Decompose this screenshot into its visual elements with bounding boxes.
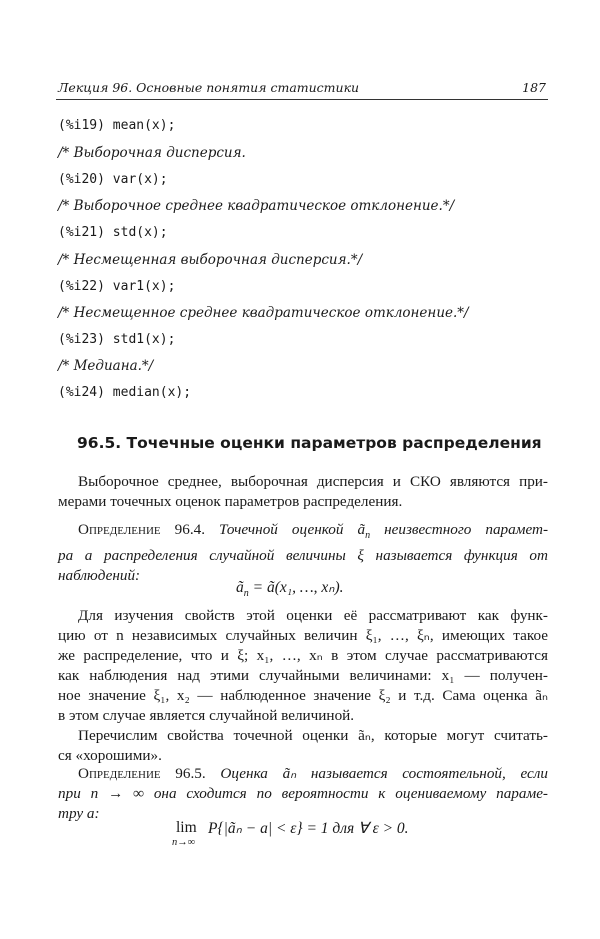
page-number: 187 xyxy=(522,80,546,95)
estimator-formula xyxy=(236,578,344,599)
definition-text: ра a распределения случайной величины ξ называется функция от xyxy=(58,547,548,565)
text-line: Выборочное среднее, выборочная дисперсия и СКО являются при- xyxy=(78,473,548,490)
running-head xyxy=(58,80,546,98)
text-line: ся «хорошими». xyxy=(58,747,162,764)
formula-left: ã xyxy=(236,579,244,596)
code-comment: /* Несмещенная выборочная дисперсия.*/ xyxy=(58,252,363,268)
definition-text: тру a: xyxy=(58,805,100,822)
paragraph-intro xyxy=(58,472,548,512)
section-title: 96.5. Точечные оценки параметров распределения xyxy=(77,434,542,452)
code-comment: /* Несмещенное среднее квадратическое отклонение.*/ xyxy=(58,305,469,321)
code-line: (%i21) std(x); xyxy=(58,225,168,240)
formula-right: = ã(x₁, …, xₙ). xyxy=(248,579,344,596)
lim-expression: P{|ãₙ − a| < ε} = 1 для ∀ ε > 0. xyxy=(208,820,409,837)
lim-subscript: n→∞ xyxy=(172,837,196,848)
text-line: Для изучения свойств этой оценки её рассматривают как функ- xyxy=(78,607,548,624)
definition-term: Точечной оценкой xyxy=(219,521,344,538)
text-line: как наблюдения над этими случайными величинами: x₁ — получен- xyxy=(58,667,548,684)
formula-subscript: n xyxy=(243,588,249,600)
code-line: (%i22) var1(x); xyxy=(58,279,176,294)
code-line: (%i24) median(x); xyxy=(58,385,192,400)
lim-operator: lim xyxy=(176,819,197,836)
text-line: в этом случае является случайной величиной. xyxy=(58,707,355,724)
code-line: (%i23) std1(x); xyxy=(58,332,176,347)
text-line: ное значение ξ₁, x₂ — наблюденное значение ξ₂ и т.д. Сама оценка ãₙ xyxy=(58,687,548,704)
paragraph-study xyxy=(58,606,548,726)
running-title: Лекция 96. Основные понятия статистики xyxy=(58,80,360,95)
code-comment: /* Медиана.*/ xyxy=(58,358,154,374)
code-comment: /* Выборочная дисперсия. xyxy=(58,145,246,161)
code-comment: /* Выборочное среднее квадратическое отклонение.*/ xyxy=(58,198,455,214)
text-line: Перечислим свойства точечной оценки ãₙ, которые могут считать- xyxy=(78,727,548,744)
code-line: (%i19) mean(x); xyxy=(58,118,176,133)
definition-text: при n → ∞ она сходится по вероятности к оцениваемому параме- xyxy=(58,785,548,802)
definition-text: неизвестного парамет- xyxy=(384,521,549,538)
definition-text: наблюдений: xyxy=(58,567,141,585)
consistency-formula xyxy=(172,815,502,853)
definition-text: Оценка ãₙ называется состоятельной, если xyxy=(220,765,548,782)
definition-label: Определение 96.5. xyxy=(78,765,206,782)
text-line: цию от n независимых случайных величин ξ₁, …, ξₙ, имеющих такое xyxy=(58,627,548,644)
definition-96-4: Определение 96.4. Точечной оценкой $ã_n$ неизвестного парамет- ра a распределения случайной величины ξ называется функция от наблюдений: xyxy=(58,521,549,585)
text-line: мерами точечных оценок параметров распределения. xyxy=(58,493,403,510)
paragraph-properties xyxy=(58,726,548,766)
header-rule xyxy=(56,99,548,100)
code-line: (%i20) var(x); xyxy=(58,172,168,187)
text-line: же распределение, что и ξ; x₁, …, xₙ в этом случае рассматриваются xyxy=(58,647,548,664)
definition-label: Определение 96.4. xyxy=(78,521,206,538)
